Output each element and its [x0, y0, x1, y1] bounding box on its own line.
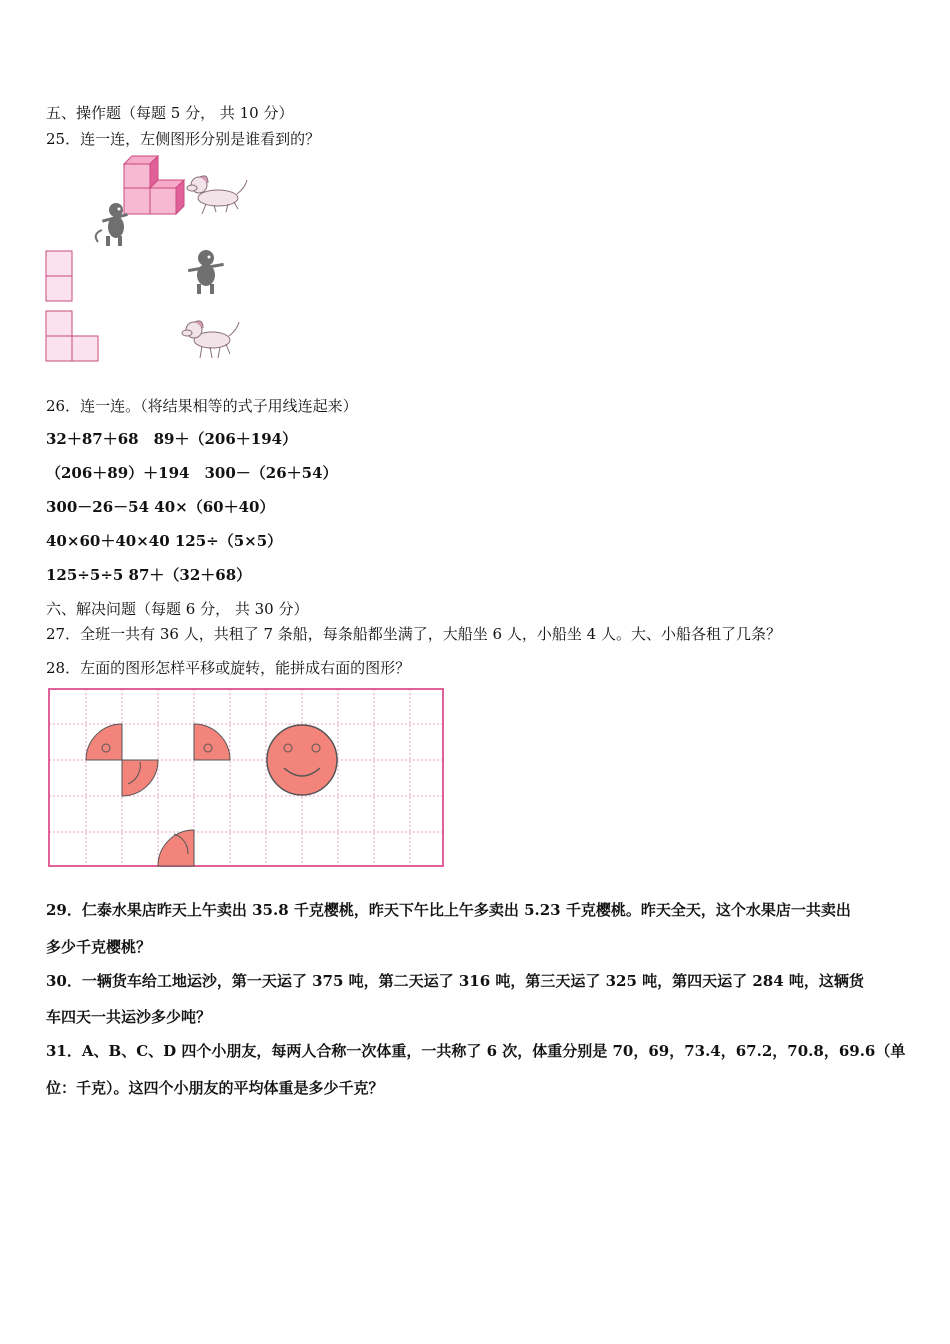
question-29-line-2: 多少千克樱桃？ [46, 938, 152, 956]
face-piece-top-left [86, 724, 122, 760]
expression-row: 300－26－54 40×（60＋40） [46, 498, 275, 516]
monkey-icon [96, 203, 128, 246]
question-30-line-1: 30．一辆货车给工地运沙，第一天运了 375 吨，第二天运了 316 吨，第三天运了 325 吨，第四天运了 284 吨，这辆货 [46, 972, 864, 990]
question-31-line-1: 31．A、B、C、D 四个小朋友，每两人合称一次体重，一共称了 6 次，体重分别是 70，69，73.4，67.2，70.8，69.6（单 [46, 1042, 906, 1060]
expression-row: 32＋87＋68 89＋（206＋194） [46, 430, 298, 448]
side-view-figure [45, 310, 101, 364]
section-6-title: 六、解决问题（每题 6 分， 共 30 分） [46, 600, 309, 618]
dotted-grid [49, 689, 444, 866]
question-26-text: 26．连一连。（将结果相等的式子用线连起来） [46, 397, 358, 415]
q25-cube-scene [88, 152, 258, 252]
question-30-line-2: 车四天一共运沙多少吨？ [46, 1008, 212, 1026]
dog-icon [187, 176, 247, 214]
section-5-title: 五、操作题（每题 5 分， 共 10 分） [46, 104, 294, 122]
face-piece-top-right [194, 724, 230, 760]
front-view-figure [45, 250, 75, 304]
question-31-line-2: 位：千克）。这四个小朋友的平均体重是多少千克？ [46, 1079, 384, 1097]
question-29-line-1: 29．仁泰水果店昨天上午卖出 35.8 千克樱桃，昨天下午比上午多卖出 5.23 千克樱桃。昨天全天，这个水果店一共卖出 [46, 901, 851, 919]
question-27-text: 27．全班一共有 36 人，共租了 7 条船，每条船都坐满了，大船坐 6 人，小船坐 4 人。大、小船各租了几条？ [46, 625, 781, 643]
dog-viewer [180, 318, 242, 362]
expression-row: 125÷5÷5 87＋（32＋68） [46, 566, 252, 584]
grid-border [49, 689, 443, 866]
question-25-text: 25．连一连，左侧图形分别是谁看到的？ [46, 130, 321, 148]
cube-stack-figure [124, 156, 184, 214]
monkey-icon [188, 250, 224, 294]
q28-grid-figure [48, 688, 446, 868]
expression-row: （206＋89）＋194 300－（26＋54） [46, 464, 338, 482]
dog-icon [182, 321, 239, 358]
monkey-viewer [180, 248, 230, 296]
expression-row: 40×60＋40×40 125÷（5×5） [46, 532, 283, 550]
face-piece-bottom-left [158, 830, 194, 866]
smiley-face-icon [267, 725, 337, 795]
question-28-text: 28．左面的图形怎样平移或旋转，能拼成右面的图形？ [46, 659, 411, 677]
